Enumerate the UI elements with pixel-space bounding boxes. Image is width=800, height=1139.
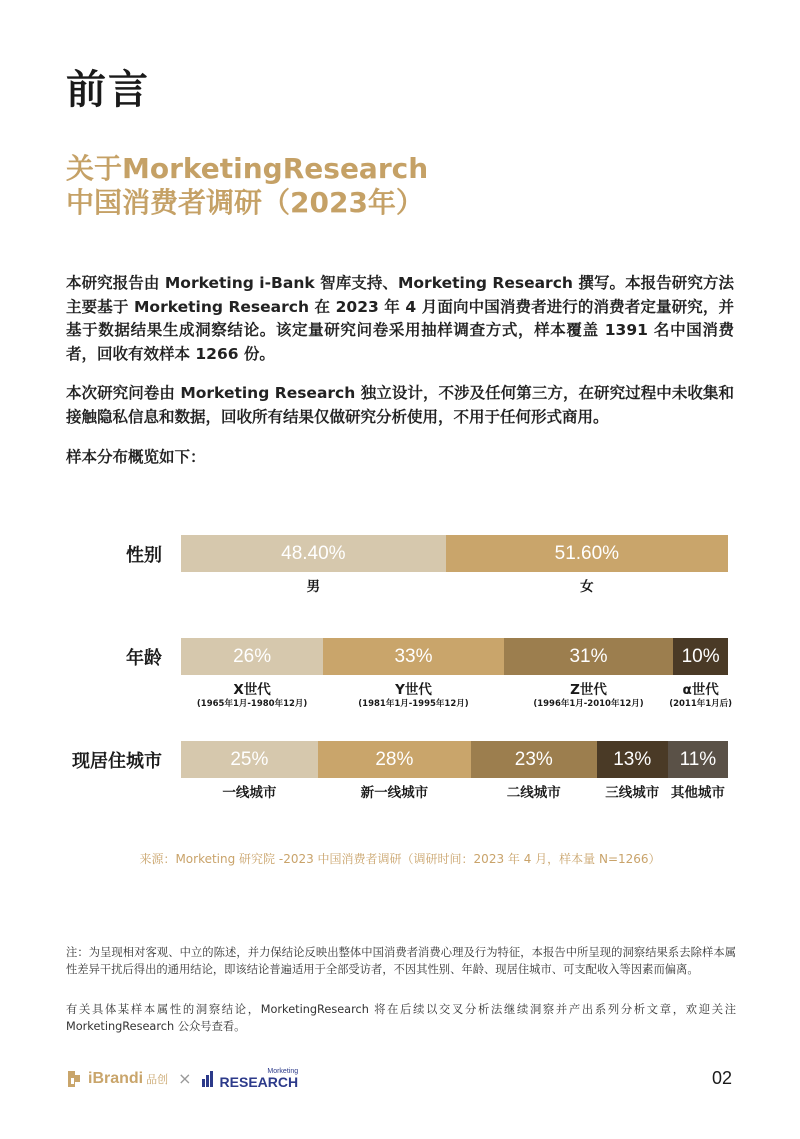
logo-separator: × bbox=[178, 1069, 192, 1088]
chart-bar-segment: 11% bbox=[668, 741, 728, 778]
chart-bar-segment: 51.60% bbox=[446, 535, 728, 572]
chart-bar-segment: 23% bbox=[471, 741, 597, 778]
chart-segment-name: 一线城市 bbox=[222, 785, 277, 801]
chart-segment-caption bbox=[181, 682, 323, 710]
chart-segment-name: 男 bbox=[306, 579, 321, 595]
chart-segment-caption bbox=[318, 785, 471, 801]
research-logo-main: RESEARCH bbox=[219, 1074, 299, 1090]
chart-bar bbox=[181, 741, 728, 778]
chart-segment-caption bbox=[504, 682, 674, 710]
ibrandi-logo-text: iBrandi bbox=[88, 1069, 144, 1087]
footnote-1: 注：为呈现相对客观、中立的陈述，并力保结论反映出整体中国消费者消费心理及行为特征，本报告中所呈现的洞察结果系去除样本属性差异干扰后得出的通用结论，即该结论普遍适用于全部受访者，不因其性别、年龄、现居住城市、可支配收入等因素而偏离。 bbox=[66, 946, 736, 976]
chart-segment-range: (1996年1月-2010年12月) bbox=[533, 699, 644, 709]
chart-segment-caption bbox=[181, 785, 318, 801]
source-note: 来源：Morketing 研究院 -2023 中国消费者调研（调研时间：2023 年 4 月，样本量 N=1266） bbox=[139, 852, 661, 866]
chart-segment-name: 新一线城市 bbox=[360, 785, 429, 801]
intro-paragraph-2: 本次研究问卷由 Morketing Research 独立设计，不涉及任何第三方，在研究过程中未收集和接触隐私信息和数据，回收所有结果仅做研究分析使用，不用于任何形式商用。 bbox=[66, 384, 734, 426]
chart-segment-name: 女 bbox=[580, 579, 594, 595]
chart-bar-segment: 10% bbox=[673, 638, 728, 675]
chart-segment-name: α世代 bbox=[682, 682, 719, 698]
chart-segment-name: Y世代 bbox=[395, 682, 432, 698]
chart-segment-caption bbox=[651, 682, 751, 710]
research-logo-bars-icon bbox=[202, 1071, 218, 1087]
chart-segment-name: 三线城市 bbox=[605, 785, 660, 801]
chart-segment-name: Z世代 bbox=[570, 682, 607, 698]
chart-row-label: 性别 bbox=[126, 545, 162, 566]
chart-segment-range: (2011年1月后) bbox=[669, 699, 733, 709]
subtitle-line-1: 关于MorketingResearch bbox=[66, 152, 429, 185]
intro-paragraph-1: 本研究报告由 Morketing i-Bank 智库支持、Morketing Research 撰写。本报告研究方法主要基于 Morketing Research 在 2023 年 4 月面向中国消费者进行的消费者定量研究，并基于数据结果生成洞察结论。该定量研究问卷采用抽样调查方式，样本覆盖 1391 名中国消费者，回收有效样本 1266 份。 bbox=[66, 274, 734, 363]
footnote-2: 有关具体某样本属性的洞察结论，MorketingResearch 将在后续以交叉分析法继续洞察并产出系列分析文章，欢迎关注 MorketingResearch 公众号查看。 bbox=[66, 1003, 736, 1033]
chart-bar-segment: 13% bbox=[597, 741, 668, 778]
chart-segment-name: 其他城市 bbox=[670, 785, 725, 801]
intro-paragraph-3: 样本分布概览如下： bbox=[66, 448, 206, 466]
ibrandi-logo-icon bbox=[66, 1069, 84, 1089]
research-logo-text bbox=[220, 1068, 299, 1089]
page-title: 前言 bbox=[66, 67, 150, 113]
chart-row-label: 现居住城市 bbox=[72, 751, 162, 772]
chart-row-label: 年龄 bbox=[126, 648, 162, 669]
chart-bar-segment: 48.40% bbox=[181, 535, 446, 572]
chart-segment-range: (1981年1月-1995年12月) bbox=[358, 699, 469, 709]
research-logo-top: Morketing bbox=[267, 1068, 299, 1075]
chart-bar bbox=[181, 638, 728, 675]
subtitle-line-2: 中国消费者调研（2023年） bbox=[66, 186, 424, 219]
chart-bar-segment: 33% bbox=[323, 638, 504, 675]
page-number: 02 bbox=[711, 1068, 732, 1088]
chart-segment-caption bbox=[648, 785, 748, 801]
ibrandi-logo-cn: 品创 bbox=[146, 1072, 169, 1086]
chart-bar-segment: 31% bbox=[504, 638, 674, 675]
chart-segment-name: X世代 bbox=[233, 682, 271, 698]
chart-bar-segment: 26% bbox=[181, 638, 323, 675]
chart-segment-name: 二线城市 bbox=[506, 785, 561, 801]
chart-segment-range: (1965年1月-1980年12月) bbox=[196, 699, 308, 709]
ibrandi-logo bbox=[66, 1068, 298, 1089]
page-subtitle bbox=[66, 152, 428, 220]
chart-segment-caption bbox=[323, 682, 504, 710]
chart-segment-caption bbox=[446, 579, 728, 595]
chart-segment-caption bbox=[471, 785, 597, 801]
chart-bar bbox=[181, 535, 728, 572]
chart-segment-caption bbox=[181, 579, 446, 595]
chart-bar-segment: 28% bbox=[318, 741, 471, 778]
chart-bar-segment: 25% bbox=[181, 741, 318, 778]
